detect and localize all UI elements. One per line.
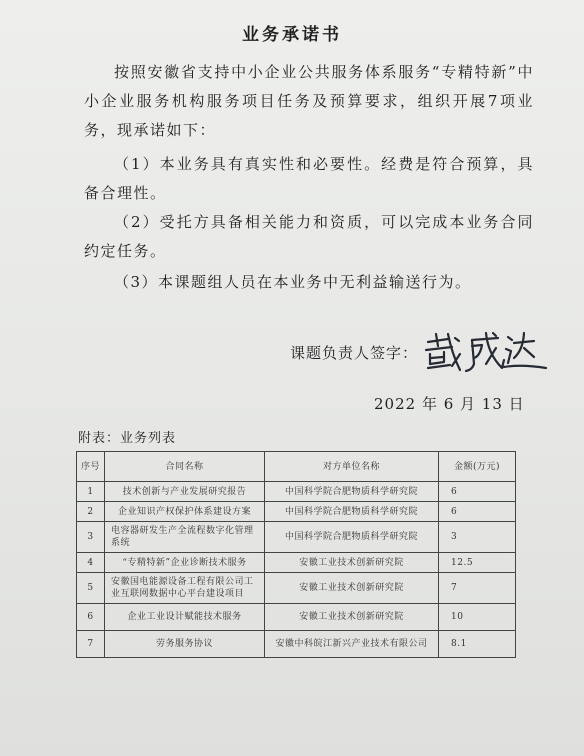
cell-party-name: 中国科学院合肥物质科学研究院 <box>265 482 439 502</box>
business-list-table <box>76 451 516 658</box>
cell-contract-name: 安徽国电能源设备工程有限公司工业互联网数据中心平台建设项目 <box>105 573 265 604</box>
document-title: 业务承诺书 <box>242 25 342 45</box>
table-row <box>77 553 516 573</box>
cell-index: 4 <box>77 553 105 573</box>
header-party-name: 对方单位名称 <box>265 452 439 482</box>
table-row <box>77 604 516 631</box>
cell-index: 2 <box>77 502 105 522</box>
cell-party-name: 中国科学院合肥物质科学研究院 <box>265 522 439 553</box>
cell-party-name: 中国科学院合肥物质科学研究院 <box>265 502 439 522</box>
cell-party-name: 安徽工业技术创新研究院 <box>265 553 439 573</box>
header-contract-name: 合同名称 <box>105 452 265 482</box>
header-amount: 金额(万元) <box>439 452 516 482</box>
intro-paragraph: 按照安徽省支持中小企业公共服务体系服务“专精特新”中小企业服务机构服务项目任务及预算要求，组织开展7项业务，现承诺如下： <box>84 63 534 139</box>
table-row <box>77 502 516 522</box>
cell-amount: 10 <box>439 604 516 631</box>
appendix-label: 附表：业务列表 <box>78 431 177 446</box>
cell-contract-name: 技术创新与产业发展研究报告 <box>105 482 265 502</box>
cell-party-name: 安徽工业技术创新研究院 <box>265 573 439 604</box>
table-row <box>77 631 516 658</box>
table-row <box>77 573 516 604</box>
cell-contract-name: 劳务服务协议 <box>105 631 265 658</box>
commitment-item-1: （1）本业务具有真实性和必要性。经费是符合预算，具备合理性。 <box>84 155 534 202</box>
cell-contract-name: “专精特新”企业诊断技术服务 <box>105 553 265 573</box>
cell-amount: 3 <box>439 522 516 553</box>
commitment-item-3: （3）本课题组人员在本业务中无利益输送行为。 <box>114 273 472 291</box>
cell-amount: 6 <box>439 482 516 502</box>
cell-party-name: 安徽中科皖江新兴产业技术有限公司 <box>265 631 439 658</box>
cell-index: 6 <box>77 604 105 631</box>
cell-amount: 8.1 <box>439 631 516 658</box>
cell-index: 7 <box>77 631 105 658</box>
table-row <box>77 482 516 502</box>
table-row <box>77 522 516 553</box>
cell-index: 5 <box>77 573 105 604</box>
cell-contract-name: 电容器研发生产全流程数字化管理系统 <box>105 522 265 553</box>
signature-label: 课题负责人签字： <box>290 343 419 362</box>
cell-contract-name: 企业知识产权保护体系建设方案 <box>105 502 265 522</box>
signature-row <box>290 330 550 374</box>
header-index: 序号 <box>77 452 105 482</box>
cell-index: 3 <box>77 522 105 553</box>
cell-amount: 7 <box>439 573 516 604</box>
cell-index: 1 <box>77 482 105 502</box>
cell-party-name: 安徽工业技术创新研究院 <box>265 604 439 631</box>
commitment-item-2: （2）受托方具备相关能力和资质，可以完成本业务合同约定任务。 <box>84 213 534 260</box>
cell-contract-name: 企业工业设计赋能技术服务 <box>105 604 265 631</box>
handwritten-signature <box>422 330 550 374</box>
table-header-row <box>77 452 516 482</box>
cell-amount: 12.5 <box>439 553 516 573</box>
document-date: 2022 年 6 月 13 日 <box>374 395 525 413</box>
cell-amount: 6 <box>439 502 516 522</box>
